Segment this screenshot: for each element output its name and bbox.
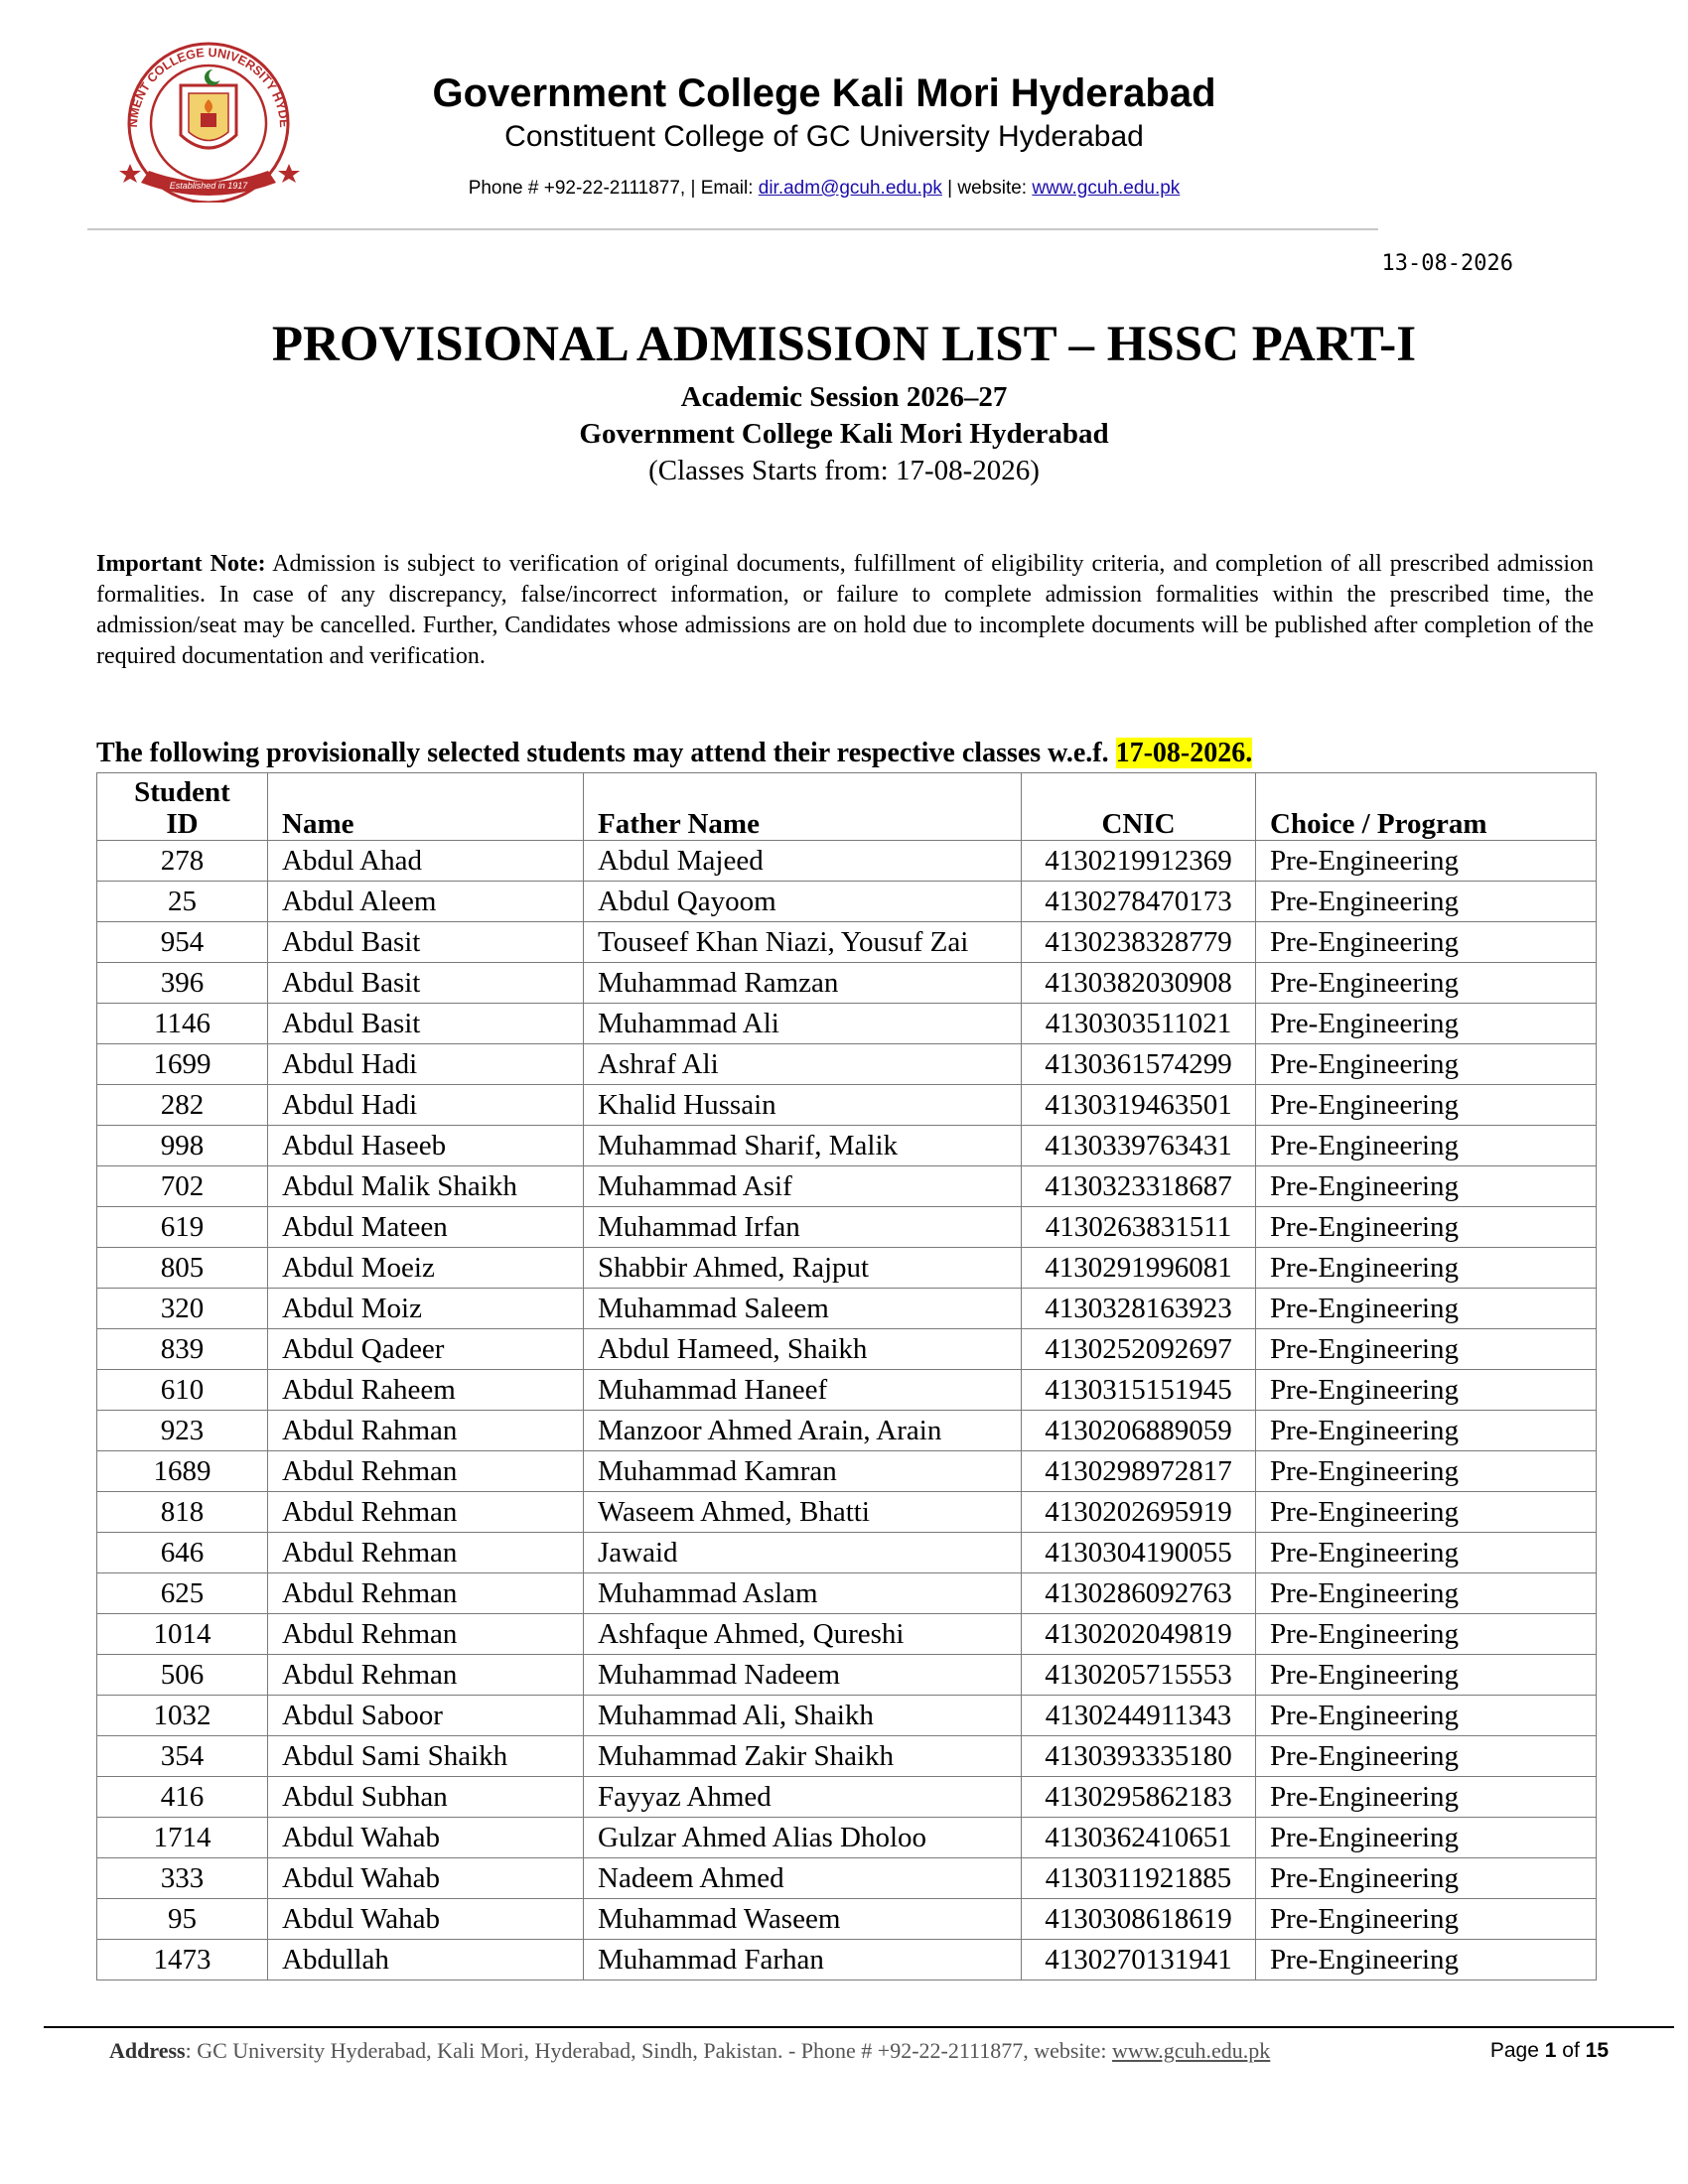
cnic-cell: 4130238328779 [1022,922,1256,963]
name-cell: Abdul Basit [268,1004,584,1044]
name-cell: Abdul Mateen [268,1207,584,1248]
student-id-cell: 619 [97,1207,268,1248]
phone-text: Phone # +92-22-2111877, | Email: [468,178,759,199]
program-cell: Pre-Engineering [1256,1289,1597,1329]
table-row [97,1858,1597,1899]
student-id-cell: 954 [97,922,268,963]
cnic-cell: 4130278470173 [1022,882,1256,922]
father-name-cell: Muhammad Kamran [584,1451,1022,1492]
academic-session: Academic Session 2026–27 [680,381,1008,413]
program-cell: Pre-Engineering [1256,1858,1597,1899]
program-cell: Pre-Engineering [1256,1777,1597,1818]
cnic-cell: 4130291996081 [1022,1248,1256,1289]
father-name-cell: Muhammad Ali, Shaikh [584,1696,1022,1736]
cnic-cell: 4130361574299 [1022,1044,1256,1085]
cnic-cell: 4130206889059 [1022,1411,1256,1451]
table-row [97,1696,1597,1736]
program-cell: Pre-Engineering [1256,922,1597,963]
column-header-cnic: CNIC [1022,773,1256,841]
name-cell: Abdul Qadeer [268,1329,584,1370]
father-name-cell: Muhammad Asif [584,1166,1022,1207]
table-row [97,1573,1597,1614]
student-id-cell: 95 [97,1899,268,1940]
program-cell: Pre-Engineering [1256,1329,1597,1370]
student-id-cell: 354 [97,1736,268,1777]
table-row [97,841,1597,882]
college-logo [107,34,310,203]
name-cell: Abdul Rehman [268,1451,584,1492]
document-date: 13-08-2026 [1381,251,1513,276]
program-cell: Pre-Engineering [1256,1207,1597,1248]
website-link[interactable]: www.gcuh.edu.pk [1032,178,1181,199]
footer-address-label: Address [109,2038,186,2063]
program-cell: Pre-Engineering [1256,963,1597,1004]
student-id-cell: 998 [97,1126,268,1166]
name-cell: Abdul Rehman [268,1614,584,1655]
father-name-cell: Muhammad Zakir Shaikh [584,1736,1022,1777]
cnic-cell: 4130319463501 [1022,1085,1256,1126]
student-id-cell: 646 [97,1533,268,1573]
name-cell: Abdul Rahman [268,1411,584,1451]
program-cell: Pre-Engineering [1256,1614,1597,1655]
name-cell: Abdul Saboor [268,1696,584,1736]
name-cell: Abdul Aleem [268,882,584,922]
cnic-cell: 4130298972817 [1022,1451,1256,1492]
header-divider [87,228,1378,230]
name-cell: Abdul Haseeb [268,1126,584,1166]
father-name-cell: Touseef Khan Niazi, Yousuf Zai [584,922,1022,963]
name-cell: Abdul Hadi [268,1044,584,1085]
website-prefix: | website: [941,178,1033,199]
constituent-college-line: Constituent College of GC University Hyderabad [504,120,1144,153]
table-row [97,1289,1597,1329]
father-name-cell: Muhammad Ali [584,1004,1022,1044]
program-cell: Pre-Engineering [1256,841,1597,882]
father-name-cell: Muhammad Farhan [584,1940,1022,1980]
father-name-cell: Abdul Qayoom [584,882,1022,922]
father-name-cell: Muhammad Aslam [584,1573,1022,1614]
cnic-cell: 4130263831511 [1022,1207,1256,1248]
cnic-cell: 4130295862183 [1022,1777,1256,1818]
student-id-cell: 1473 [97,1940,268,1980]
college-subtitle: Government College Kali Mori Hyderabad [579,418,1109,450]
column-header-father-name: Father Name [584,773,1022,841]
student-id-cell: 610 [97,1370,268,1411]
name-cell: Abdul Wahab [268,1858,584,1899]
father-name-cell: Nadeem Ahmed [584,1858,1022,1899]
program-cell: Pre-Engineering [1256,1126,1597,1166]
student-id-cell: 839 [97,1329,268,1370]
table-row [97,1370,1597,1411]
important-note-label: Important Note: [96,551,266,577]
cnic-cell: 4130286092763 [1022,1573,1256,1614]
cnic-cell: 4130311921885 [1022,1858,1256,1899]
program-cell: Pre-Engineering [1256,1940,1597,1980]
column-header-program: Choice / Program [1256,773,1597,841]
name-cell: Abdul Wahab [268,1818,584,1858]
email-link[interactable]: dir.adm@gcuh.edu.pk [758,178,942,199]
name-cell: Abdullah [268,1940,584,1980]
cnic-cell: 4130270131941 [1022,1940,1256,1980]
program-cell: Pre-Engineering [1256,1004,1597,1044]
father-name-cell: Abdul Hameed, Shaikh [584,1329,1022,1370]
cnic-cell: 4130202049819 [1022,1614,1256,1655]
cnic-cell: 4130315151945 [1022,1370,1256,1411]
father-name-cell: Muhammad Ramzan [584,963,1022,1004]
contact-line [328,177,1321,201]
table-row [97,1655,1597,1696]
table-row [97,1411,1597,1451]
table-row [97,1899,1597,1940]
intro-date-highlight: 17-08-2026. [1115,738,1253,768]
table-row [97,1085,1597,1126]
program-cell: Pre-Engineering [1256,1736,1597,1777]
name-cell: Abdul Rehman [268,1533,584,1573]
program-cell: Pre-Engineering [1256,1044,1597,1085]
table-body [97,841,1597,1980]
cnic-cell: 4130202695919 [1022,1492,1256,1533]
cnic-cell: 4130244911343 [1022,1696,1256,1736]
name-cell: Abdul Malik Shaikh [268,1166,584,1207]
cnic-cell: 4130362410651 [1022,1818,1256,1858]
student-id-cell: 625 [97,1573,268,1614]
name-cell: Abdul Raheem [268,1370,584,1411]
student-id-cell: 333 [97,1858,268,1899]
table-header-row [97,773,1597,841]
table-row [97,1207,1597,1248]
cnic-cell: 4130393335180 [1022,1736,1256,1777]
program-cell: Pre-Engineering [1256,1573,1597,1614]
table-row [97,1492,1597,1533]
student-id-cell: 396 [97,963,268,1004]
table-row [97,882,1597,922]
program-cell: Pre-Engineering [1256,1533,1597,1573]
student-id-cell: 1689 [97,1451,268,1492]
table-row [97,922,1597,963]
student-id-cell: 702 [97,1166,268,1207]
logo-ring-text: NMENT COLLEGE UNIVERSITY HYDE [125,45,292,128]
admission-table [96,772,1597,1980]
father-name-cell: Fayyaz Ahmed [584,1777,1022,1818]
name-cell: Abdul Rehman [268,1655,584,1696]
name-cell: Abdul Moiz [268,1289,584,1329]
table-row [97,1248,1597,1289]
father-name-cell: Abdul Majeed [584,841,1022,882]
student-id-cell: 1014 [97,1614,268,1655]
cnic-cell: 4130304190055 [1022,1533,1256,1573]
cnic-cell: 4130308618619 [1022,1899,1256,1940]
student-id-cell: 923 [97,1411,268,1451]
table-row [97,1533,1597,1573]
logo-banner-text: Established in 1917 [169,181,248,191]
table-row [97,963,1597,1004]
cnic-cell: 4130382030908 [1022,963,1256,1004]
cnic-cell: 4130252092697 [1022,1329,1256,1370]
student-id-cell: 416 [97,1777,268,1818]
student-id-cell: 1699 [97,1044,268,1085]
name-cell: Abdul Hadi [268,1085,584,1126]
footer-address-text: : GC University Hyderabad, Kali Mori, Hyderabad, Sindh, Pakistan. - Phone # +92-22-2111877, website: [185,2038,1113,2063]
name-cell: Abdul Basit [268,963,584,1004]
classes-start-line: (Classes Starts from: 17-08-2026) [648,455,1040,486]
column-header-student-id: Student ID [97,773,268,841]
program-cell: Pre-Engineering [1256,1492,1597,1533]
program-cell: Pre-Engineering [1256,1899,1597,1940]
page-title: PROVISIONAL ADMISSION LIST – HSSC PART-I [271,317,1417,372]
father-name-cell: Muhammad Sharif, Malik [584,1126,1022,1166]
star-icon [278,164,300,183]
intro-line [96,737,1594,770]
student-id-cell: 1714 [97,1818,268,1858]
father-name-cell: Ashfaque Ahmed, Qureshi [584,1614,1022,1655]
table-row [97,1126,1597,1166]
program-cell: Pre-Engineering [1256,1411,1597,1451]
program-cell: Pre-Engineering [1256,1451,1597,1492]
father-name-cell: Manzoor Ahmed Arain, Arain [584,1411,1022,1451]
father-name-cell: Gulzar Ahmed Alias Dholoo [584,1818,1022,1858]
table-row [97,1736,1597,1777]
student-id-cell: 1146 [97,1004,268,1044]
student-id-cell: 25 [97,882,268,922]
student-id-cell: 320 [97,1289,268,1329]
table-row [97,1329,1597,1370]
important-note [96,549,1594,672]
cnic-cell: 4130205715553 [1022,1655,1256,1696]
footer-website-link[interactable]: www.gcuh.edu.pk [1112,2038,1271,2063]
program-cell: Pre-Engineering [1256,1166,1597,1207]
program-cell: Pre-Engineering [1256,882,1597,922]
father-name-cell: Muhammad Nadeem [584,1655,1022,1696]
table-row [97,1004,1597,1044]
father-name-cell: Muhammad Irfan [584,1207,1022,1248]
father-name-cell: Khalid Hussain [584,1085,1022,1126]
important-note-text: Admission is subject to verification of original documents, fulfillment of eligibility criteria, and completion of all prescribed admission formalities. In case of any discrepancy, false/incorrect information, or failure to complete admission formalities within the prescribed time, the admission/seat may be cancelled. Further, Candidates whose admissions are on hold due to incomplete documents will be published after completion of the required documentation and verification. [96,551,1595,669]
star-icon [119,164,141,183]
name-cell: Abdul Wahab [268,1899,584,1940]
table-row [97,1777,1597,1818]
footer-address [109,2037,1440,2065]
cnic-cell: 4130323318687 [1022,1166,1256,1207]
student-id-cell: 282 [97,1085,268,1126]
program-cell: Pre-Engineering [1256,1655,1597,1696]
program-cell: Pre-Engineering [1256,1696,1597,1736]
table-row [97,1451,1597,1492]
program-cell: Pre-Engineering [1256,1370,1597,1411]
father-name-cell: Jawaid [584,1533,1022,1573]
student-id-cell: 818 [97,1492,268,1533]
student-id-cell: 278 [97,841,268,882]
cnic-cell: 4130339763431 [1022,1126,1256,1166]
cnic-cell: 4130219912369 [1022,841,1256,882]
program-cell: Pre-Engineering [1256,1248,1597,1289]
name-cell: Abdul Sami Shaikh [268,1736,584,1777]
name-cell: Abdul Moeiz [268,1248,584,1289]
table-row [97,1940,1597,1980]
father-name-cell: Shabbir Ahmed, Rajput [584,1248,1022,1289]
name-cell: Abdul Subhan [268,1777,584,1818]
cnic-cell: 4130303511021 [1022,1004,1256,1044]
student-id-cell: 805 [97,1248,268,1289]
student-id-cell: 1032 [97,1696,268,1736]
table-row [97,1044,1597,1085]
college-name: Government College Kali Mori Hyderabad [432,71,1216,115]
college-logo-seal [107,34,310,203]
name-cell: Abdul Rehman [268,1492,584,1533]
page-number: Page 1 of 15 [1489,2039,1609,2062]
table-row [97,1818,1597,1858]
father-name-cell: Muhammad Saleem [584,1289,1022,1329]
program-cell: Pre-Engineering [1256,1818,1597,1858]
father-name-cell: Waseem Ahmed, Bhatti [584,1492,1022,1533]
program-cell: Pre-Engineering [1256,1085,1597,1126]
student-id-cell: 506 [97,1655,268,1696]
cnic-cell: 4130328163923 [1022,1289,1256,1329]
father-name-cell: Ashraf Ali [584,1044,1022,1085]
footer-divider [44,2026,1674,2028]
table-row [97,1614,1597,1655]
intro-text: The following provisionally selected students may attend their respective classes w.e.f. [96,738,1116,768]
table-row [97,1166,1597,1207]
name-cell: Abdul Rehman [268,1573,584,1614]
father-name-cell: Muhammad Waseem [584,1899,1022,1940]
name-cell: Abdul Basit [268,922,584,963]
column-header-name: Name [268,773,584,841]
name-cell: Abdul Ahad [268,841,584,882]
father-name-cell: Muhammad Haneef [584,1370,1022,1411]
